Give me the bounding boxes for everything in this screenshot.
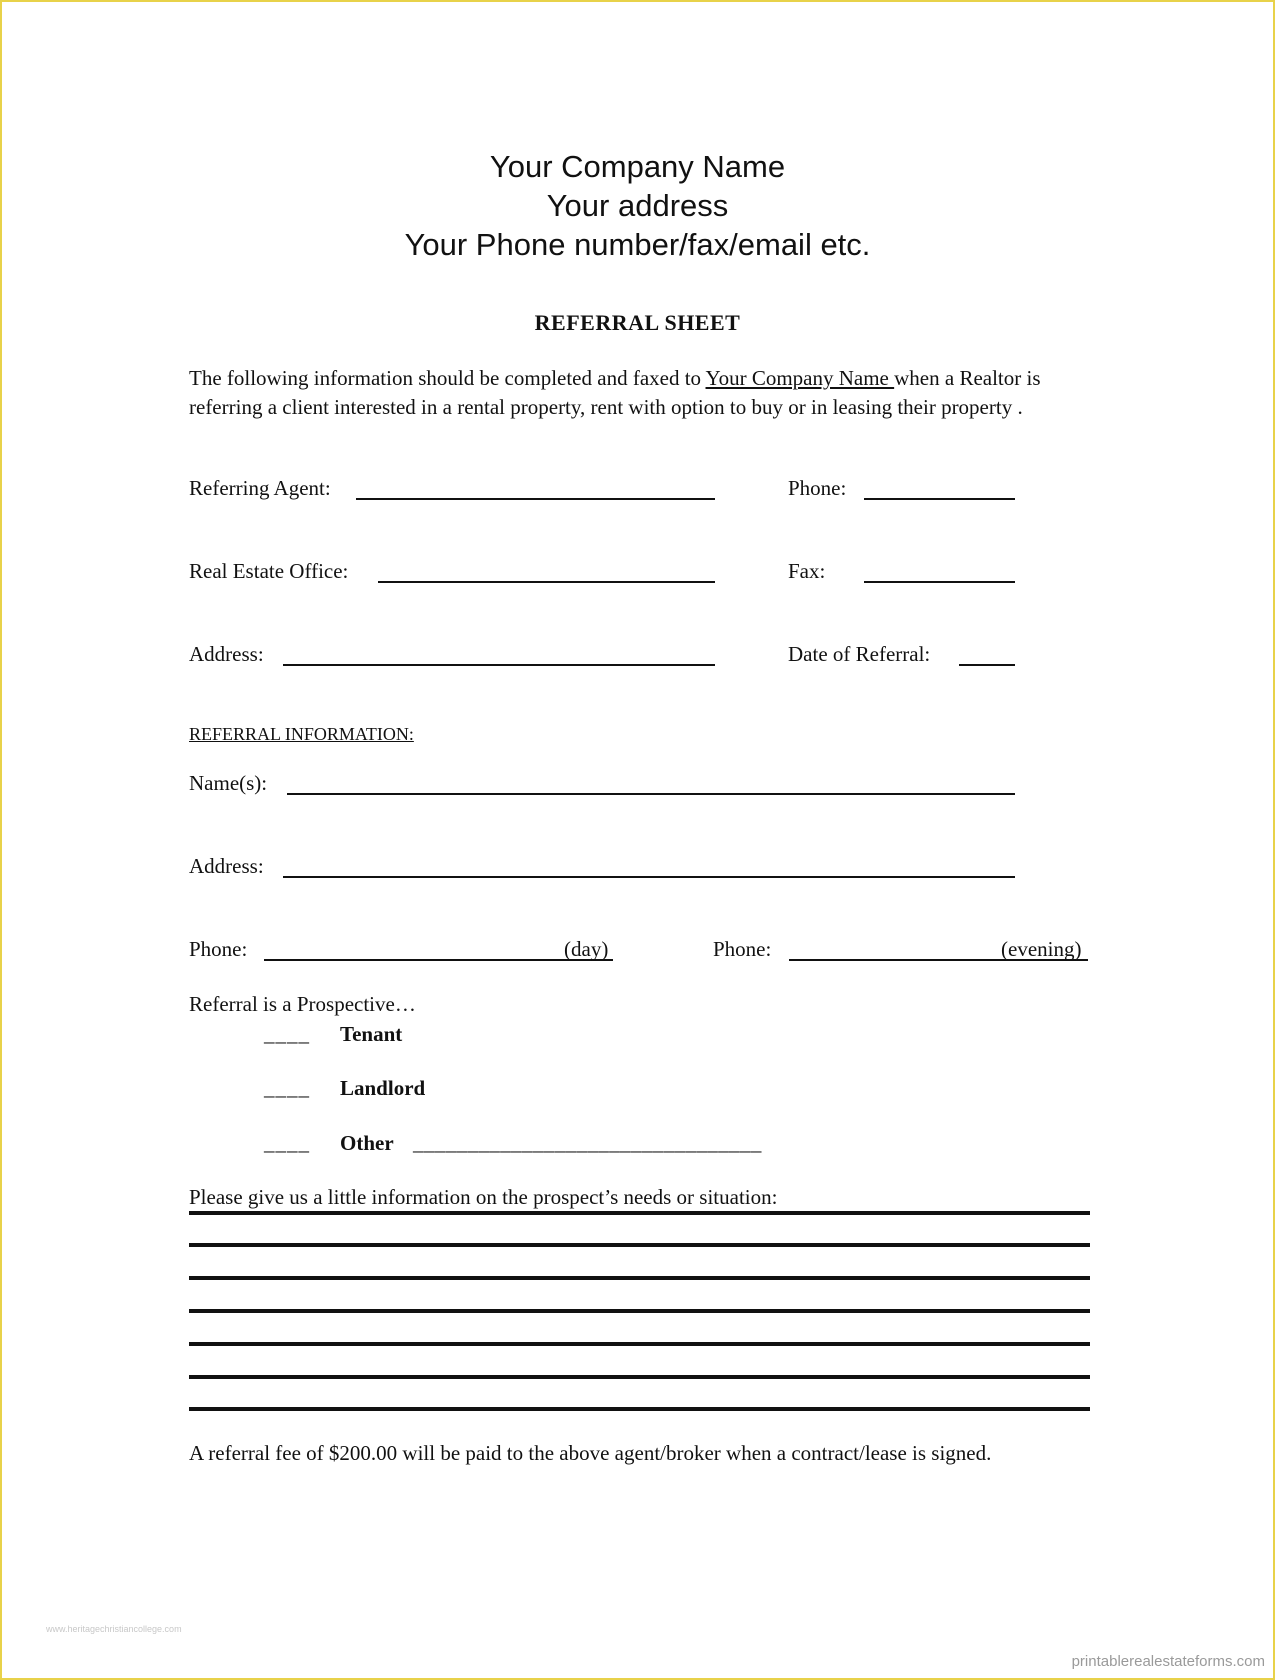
needs-line-7[interactable] [189,1407,1090,1411]
needs-label: Please give us a little information on the prospect’s needs or situation: [189,1185,778,1209]
form-title: REFERRAL SHEET [534,310,741,335]
other-option-label: Other [340,1131,394,1155]
client-names-label: Name(s): [189,771,268,795]
date-of-referral-field[interactable] [959,664,1015,666]
tenant-option-label: Tenant [340,1022,403,1046]
fax-label: Fax: [788,559,826,583]
date-of-referral-label: Date of Referral: [788,642,931,666]
needs-line-6[interactable] [189,1375,1090,1379]
agent-address-field[interactable] [283,664,715,666]
company-name: Your Company Name [489,149,786,184]
agent-phone-label: Phone: [788,476,847,500]
company-address: Your address [546,188,729,223]
real-estate-office-label: Real Estate Office: [189,559,349,583]
intro-paragraph [189,364,1089,421]
agent-address-label: Address: [189,642,264,666]
faint-watermark: www.heritagechristiancollege.com [46,1624,182,1634]
company-contact: Your Phone number/fax/email etc. [404,227,871,262]
client-phone-day-label: Phone: [189,937,248,961]
other-specify-field[interactable]: ________________________________ [413,1131,762,1155]
fax-field[interactable] [864,581,1015,583]
tenant-checkbox-blank[interactable]: ____ [264,1022,310,1046]
needs-line-1[interactable] [189,1211,1090,1215]
intro-text-after: when a Realtor is referring a client interested in a rental property, rent with option to buy or in leasing their property . [189,366,1041,419]
real-estate-office-field[interactable] [378,581,715,583]
client-names-field[interactable] [287,793,1015,795]
referral-information-heading: REFERRAL INFORMATION: [189,724,414,744]
other-checkbox-blank[interactable]: ____ [264,1131,310,1155]
company-header [2,147,1273,264]
agent-phone-field[interactable] [864,498,1015,500]
referral-fee-note: A referral fee of $200.00 will be paid to the above agent/broker when a contract/lease is signed. [189,1441,992,1465]
landlord-option-label: Landlord [340,1076,426,1100]
client-address-label: Address: [189,854,264,878]
day-suffix: (day) [564,937,609,961]
client-phone-day-field[interactable] [264,959,613,961]
referring-agent-field[interactable] [356,498,715,500]
landlord-checkbox-blank[interactable]: ____ [264,1076,310,1100]
client-address-field[interactable] [283,876,1015,878]
needs-line-3[interactable] [189,1276,1090,1280]
client-phone-evening-label: Phone: [713,937,772,961]
needs-line-5[interactable] [189,1342,1090,1346]
needs-line-2[interactable] [189,1243,1090,1247]
intro-text-before: The following information should be completed and faxed to [189,366,706,390]
intro-company-link: Your Company Name [705,366,895,390]
prospective-label: Referral is a Prospective… [189,992,416,1016]
needs-line-4[interactable] [189,1309,1090,1313]
referring-agent-label: Referring Agent: [189,476,331,500]
site-watermark: printablerealestateforms.com [1071,1653,1265,1670]
evening-suffix: (evening) [1001,937,1082,961]
